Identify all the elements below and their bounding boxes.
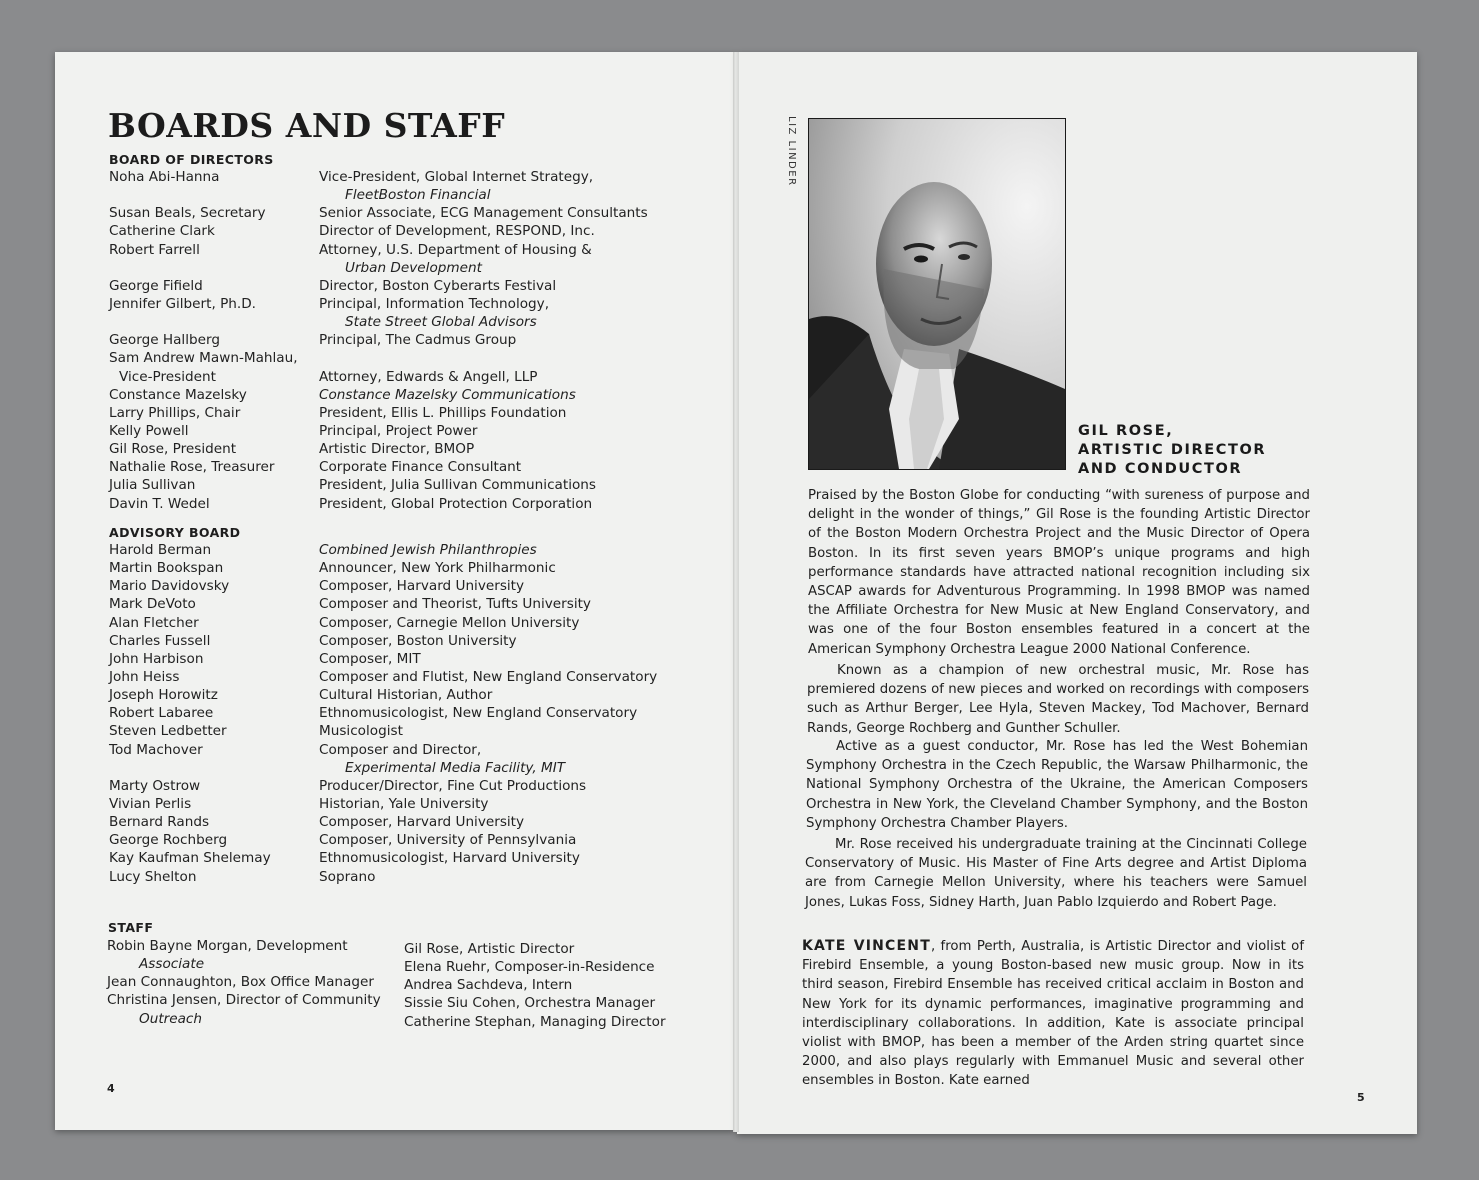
conductor-portrait-photo — [808, 118, 1066, 470]
page-number-left: 4 — [107, 1082, 115, 1095]
advisor-name: Lucy Shelton — [109, 868, 197, 885]
director-role-cont — [319, 313, 648, 331]
staff-entry: Christina Jensen, Director of Community — [107, 992, 381, 1009]
book-gutter — [733, 52, 739, 1132]
advisor-name: Robert Labaree — [109, 705, 214, 722]
spacer — [109, 313, 298, 331]
director-title: Vice-President — [119, 368, 216, 385]
photo-credit: LIZ LINDER — [786, 116, 797, 187]
director-role: Attorney, U.S. Department of Housing & — [319, 241, 592, 258]
advisor-role: Announcer, New York Philharmonic — [319, 560, 556, 577]
advisor-role: Composer, University of Pennsylvania — [319, 832, 577, 849]
advisor-name: George Rochberg — [109, 832, 228, 849]
staff-heading: STAFF — [108, 920, 154, 935]
director-name: Gil Rose, President — [109, 441, 237, 458]
director-name-cont — [109, 368, 298, 386]
staff-list-1 — [107, 937, 381, 1028]
bio-heading-line: AND CONDUCTOR — [1078, 461, 1243, 477]
advisor-name: Marty Ostrow — [109, 777, 201, 794]
advisor-role-italic: Experimental Media Facility, MIT — [345, 759, 566, 776]
director-role: Senior Associate, ECG Management Consultants — [319, 205, 648, 222]
advisor-role: Ethnomusicologist, New England Conservatory — [319, 705, 638, 722]
advisory-board-heading: ADVISORY BOARD — [109, 525, 241, 540]
directors-roles-list — [319, 168, 648, 513]
advisor-role: Composer, Carnegie Mellon University — [319, 614, 580, 631]
advisor-role: Ethnomusicologist, Harvard University — [319, 850, 580, 867]
bio-paragraph: Known as a champion of new orchestral music, Mr. Rose has premiered dozens of new pieces and worked on recordings with composers such as Arthur Berger, Lee Hyla, Steven Mackey, Tod Machover, Bernard Rands, George Rochberg and Gunther Schuller. — [807, 663, 1309, 736]
advisor-name: Charles Fussell — [109, 632, 211, 649]
advisor-role-cont — [319, 759, 657, 777]
bio-paragraph: Active as a guest conductor, Mr. Rose has led the West Bohemian Symphony Orchestra in the Czech Republic, the Warsaw Philharmonic, the National Symphony Orchestra of the Ukraine, the American Composers Orchestra in New York, the Cleveland Chamber Symphony, and the Boston Symphony Orchestra Chamber Players. — [806, 739, 1308, 831]
kate-vincent-name: KATE VINCENT — [802, 938, 931, 954]
kate-vincent-paragraph — [802, 937, 1304, 1091]
advisor-role: Composer and Theorist, Tufts University — [319, 596, 591, 613]
advisor-name: Steven Ledbetter — [109, 723, 227, 740]
staff-entry-italic: Associate — [139, 956, 205, 973]
director-role-cont — [319, 186, 648, 204]
advisor-role: Composer and Flutist, New England Conservatory — [319, 668, 658, 685]
director-role: Director, Boston Cyberarts Festival — [319, 277, 557, 294]
staff-entry: Robin Bayne Morgan, Development — [107, 938, 348, 954]
bio-heading-line: GIL ROSE, — [1078, 423, 1174, 439]
director-role: President, Julia Sullivan Communications — [319, 477, 596, 494]
director-role-italic: Urban Development — [345, 259, 482, 276]
director-name: Noha Abi-Hanna — [109, 169, 220, 185]
advisor-role: Combined Jewish Philanthropies — [319, 542, 537, 558]
advisor-name: John Harbison — [109, 650, 204, 667]
advisor-role: Composer, Harvard University — [319, 578, 525, 595]
advisor-name: Mark DeVoto — [109, 596, 196, 613]
kate-vincent-text: , from Perth, Australia, is Artistic Director and violist of Firebird Ensemble, a young Boston-based new music group. Now in its third season, Firebird Ensemble has received critical acclaim in Boston and New York for its dynamic performances, imaginative programming and interdisciplinary collaborations. In addition, Kate is associate principal violist with BMOP, has been a member of the Arden string quartet since 2000, and also plays regularly with Emmanuel Music and several other ensembles in Boston. Kate earned — [802, 939, 1304, 1089]
advisor-name: Joseph Horowitz — [109, 687, 218, 704]
advisor-role: Soprano — [319, 868, 376, 885]
board-of-directors-heading: BOARD OF DIRECTORS — [109, 152, 274, 167]
director-role: Artistic Director, BMOP — [319, 441, 475, 458]
director-role: Attorney, Edwards & Angell, LLP — [319, 368, 538, 385]
advisor-name: Martin Bookspan — [109, 560, 224, 577]
advisor-role: Cultural Historian, Author — [319, 687, 493, 704]
advisor-name: Vivian Perlis — [109, 795, 192, 812]
director-role: Principal, The Cadmus Group — [319, 332, 517, 349]
advisor-role: Composer and Director, — [319, 741, 482, 758]
spacer — [109, 759, 271, 777]
bio-heading — [1078, 422, 1266, 479]
staff-list-2 — [404, 940, 666, 1031]
director-name: Constance Mazelsky — [109, 386, 247, 403]
staff-entry: Andrea Sachdeva, Intern — [404, 977, 573, 994]
director-role: President, Ellis L. Phillips Foundation — [319, 404, 567, 421]
director-name: Davin T. Wedel — [109, 495, 210, 512]
page-title: BOARDS AND STAFF — [108, 106, 506, 145]
director-name: George Hallberg — [109, 332, 220, 349]
staff-entry: Jean Connaughton, Box Office Manager — [107, 974, 374, 991]
bio-paragraph: Praised by the Boston Globe for conducting “with sureness of purpose and delight in the wonder of things,” Gil Rose is the founding Artistic Director of the Boston Modern Orchestra Project and the Music Director of Opera Boston. In its first seven years BMOP’s unique programs and high performance standards have attracted national recognition including six ASCAP awards for Adventurous Programming. In 1998 BMOP was named the Affiliate Orchestra for New Music at New England Conservatory, and was one of the four Boston ensembles featured in a concert at the American Symphony Orchestra League 2000 National Conference. — [808, 488, 1310, 657]
director-name: Susan Beals, Secretary — [109, 205, 266, 222]
director-name: Julia Sullivan — [109, 477, 196, 494]
director-role: President, Global Protection Corporation — [319, 495, 593, 512]
advisor-name: Mario Davidovsky — [109, 578, 230, 595]
director-name: Sam Andrew Mawn-Mahlau, — [109, 350, 298, 367]
staff-entry-cont — [107, 955, 381, 973]
advisor-role: Historian, Yale University — [319, 795, 489, 812]
page-number-right: 5 — [1357, 1091, 1365, 1104]
advisor-role: Composer, Harvard University — [319, 814, 525, 831]
advisory-names-list — [109, 541, 271, 886]
advisory-roles-list — [319, 541, 657, 886]
bio-heading-line: ARTISTIC DIRECTOR — [1078, 442, 1267, 458]
advisor-name: Bernard Rands — [109, 814, 210, 831]
spacer — [109, 259, 298, 277]
advisor-name: Kay Kaufman Shelemay — [109, 850, 271, 867]
advisor-role: Producer/Director, Fine Cut Productions — [319, 777, 587, 794]
director-name: Robert Farrell — [109, 241, 200, 258]
director-role: Vice-President, Global Internet Strategy, — [319, 169, 594, 185]
staff-entry: Elena Ruehr, Composer-in-Residence — [404, 959, 655, 976]
director-role: Constance Mazelsky Communications — [319, 386, 576, 403]
director-role: Principal, Project Power — [319, 422, 478, 439]
staff-entry: Gil Rose, Artistic Director — [404, 941, 575, 957]
advisor-role: Musicologist — [319, 723, 403, 740]
spacer — [319, 349, 648, 367]
advisor-name: Alan Fletcher — [109, 614, 199, 631]
advisor-role: Composer, MIT — [319, 650, 421, 667]
director-role-cont — [319, 259, 648, 277]
bio-paragraph: Mr. Rose received his undergraduate training at the Cincinnati College Conservatory of Music. His Master of Fine Arts degree and Artist Diploma are from Carnegie Mellon University, where his teachers were Samuel Jones, Lukas Foss, Sidney Harth, Juan Pablo Izquierdo and Robert Page. — [805, 837, 1307, 910]
director-role: Corporate Finance Consultant — [319, 459, 522, 476]
director-role-italic: FleetBoston Financial — [345, 187, 491, 204]
advisor-role: Composer, Boston University — [319, 632, 517, 649]
director-name: Jennifer Gilbert, Ph.D. — [109, 295, 257, 312]
advisor-name: Tod Machover — [109, 741, 203, 758]
director-role: Principal, Information Technology, — [319, 295, 550, 312]
director-name: Larry Phillips, Chair — [109, 404, 241, 421]
directors-names-list — [109, 168, 298, 513]
director-name: Catherine Clark — [109, 223, 215, 240]
staff-entry: Catherine Stephan, Managing Director — [404, 1013, 666, 1030]
director-name: George Fifield — [109, 277, 203, 294]
director-name: Kelly Powell — [109, 422, 189, 439]
advisor-name: John Heiss — [109, 668, 180, 685]
staff-entry: Sissie Siu Cohen, Orchestra Manager — [404, 995, 656, 1012]
director-name: Nathalie Rose, Treasurer — [109, 459, 275, 476]
staff-entry-cont — [107, 1010, 381, 1028]
director-role: Director of Development, RESPOND, Inc. — [319, 223, 595, 240]
director-role-italic: State Street Global Advisors — [345, 314, 537, 331]
advisor-name: Harold Berman — [109, 542, 212, 558]
staff-entry-italic: Outreach — [139, 1010, 203, 1027]
portrait-illustration — [809, 119, 1065, 469]
spacer — [109, 186, 298, 204]
